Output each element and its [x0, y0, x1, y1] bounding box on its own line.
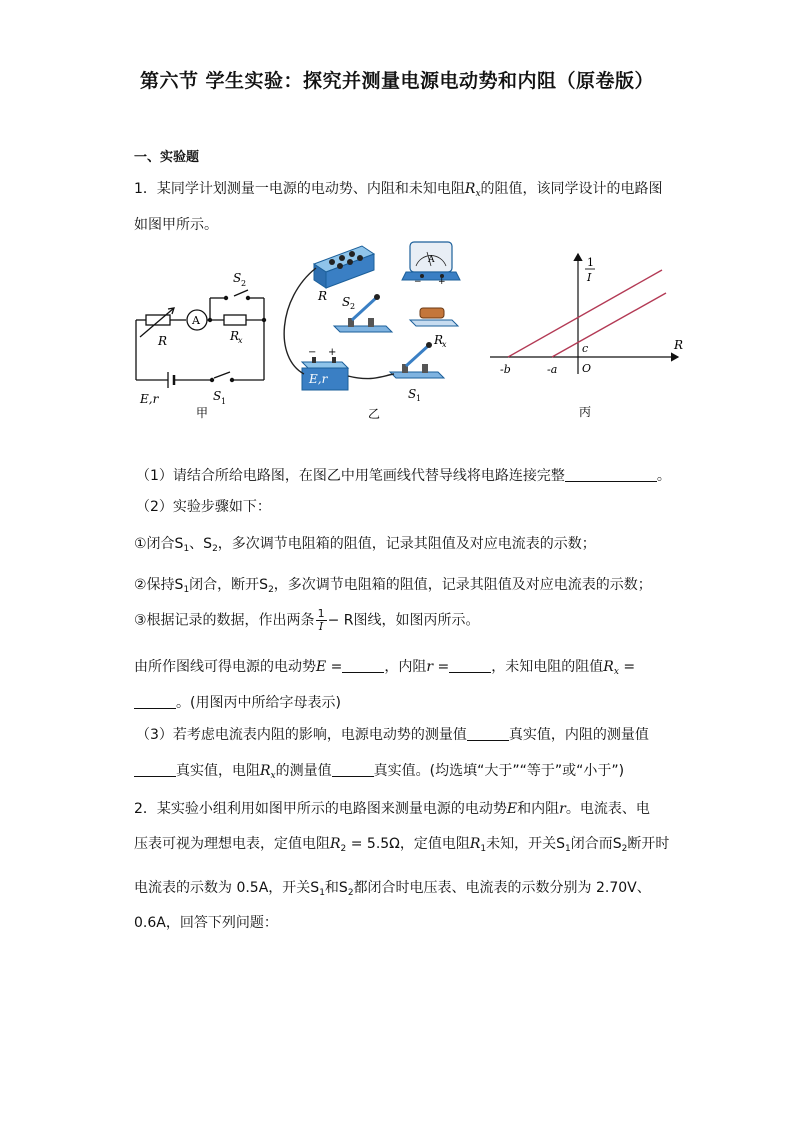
q1-step3: ③根据记录的数据，作出两条 $\frac{1}{I}$ − R图线，如图丙所示。 [134, 607, 480, 633]
label-minus-b: -b [500, 363, 511, 376]
svg-text:1: 1 [416, 394, 422, 403]
label-c: c [582, 342, 589, 355]
label-minus-a: -a [547, 363, 558, 376]
yi-label-s2: S [342, 295, 351, 309]
x-axis-label: R [674, 338, 684, 352]
battery-label: E,r [309, 372, 328, 386]
ammeter-letter: A [428, 255, 435, 265]
q1-result: 由所作图线可得电源的电动势E = ，内阻r = ，未知电阻的阻值$R_x$ = [134, 659, 636, 677]
switch-s1-icon [390, 342, 444, 378]
yi-label-rx: R [434, 333, 444, 347]
label-rx-sub: x [238, 336, 243, 345]
label-er: E,r [140, 392, 159, 406]
q1-part3-line2: 真实值，电阻$R_x$的测量值 真实值。(均选填“大于”“等于”或“小于”) [134, 760, 624, 781]
label-s1: S [213, 389, 222, 403]
caption-bing: 丙 [579, 405, 592, 419]
page-title: 第六节 学生实验：探究并测量电源电动势和内阻（原卷版） [139, 70, 655, 92]
section-heading: 一、实验题 [134, 150, 200, 165]
q1-step1: ①闭合$S_1$、$S_2$，多次调节电阻箱的阻值，记录其阻值及对应电流表的示数； [134, 536, 596, 554]
q1-line2: 如图甲所示。 [134, 217, 218, 233]
figure-jia-circuit [128, 262, 273, 422]
label-r: R [158, 334, 168, 348]
ammeter-symbol: A [192, 314, 200, 327]
q2-line4: 0.6A，回答下列问题： [134, 915, 278, 931]
label-rx: R [230, 329, 240, 343]
q1-part2: （2）实验步骤如下： [136, 499, 271, 515]
svg-text:2: 2 [350, 302, 356, 311]
svg-text:−: − [308, 347, 317, 358]
q1-part1: （1）请结合所给电路图，在图乙中用笔画线代替导线将电路连接完整 。 [136, 468, 671, 484]
label-origin: O [582, 362, 592, 375]
caption-yi: 乙 [368, 407, 381, 421]
svg-text:+: + [328, 347, 337, 358]
q1-part3-line1: （3）若考虑电流表内阻的影响，电源电动势的测量值 真实值，内阻的测量值 [136, 727, 649, 743]
figure-bing-graph [488, 248, 688, 422]
q2-line1: 2．某实验小组利用如图甲所示的电路图来测量电源的电动势E和内阻r。电流表、电 [134, 801, 650, 817]
label-s1-sub: 1 [221, 397, 227, 406]
q2-line3: 电流表的示数为 0.5A，开关$S_1$和$S_2$都闭合时电压表、电流表的示数分别为 2.70V、 [134, 880, 651, 898]
resistor-rx-icon [410, 308, 458, 326]
svg-text:−: − [414, 277, 422, 287]
svg-text:x: x [442, 340, 447, 349]
svg-text:I: I [587, 271, 592, 284]
caption-jia: 甲 [196, 406, 209, 420]
yi-label-s1: S [408, 387, 417, 401]
label-s2: S [233, 271, 242, 285]
figure-yi-apparatus [282, 236, 474, 422]
label-s2-sub: 2 [241, 279, 247, 288]
yi-label-r: R [318, 289, 328, 303]
resistance-box-icon [314, 246, 374, 288]
graph-line-a [552, 293, 666, 357]
q1-result2: 。(用图丙中所给字母表示) [134, 692, 341, 712]
svg-text:1: 1 [587, 256, 594, 269]
q2-line2: 压表可视为理想电表，定值电阻$R_2 = 5.5\Omega$，定值电阻$R_1$未知，开关$S_1$闭合而$S_2$断开时 [134, 836, 670, 854]
q1-step2: ②保持$S_1$闭合，断开$S_2$，多次调节电阻箱的阻值，记录其阻值及对应电流表的示数； [134, 577, 652, 595]
q1-line1: 1．某同学计划测量一电源的电动势、内阻和未知电阻$R_x$的阻值，该同学设计的电路图 [134, 181, 663, 199]
svg-text:+: + [438, 277, 446, 287]
